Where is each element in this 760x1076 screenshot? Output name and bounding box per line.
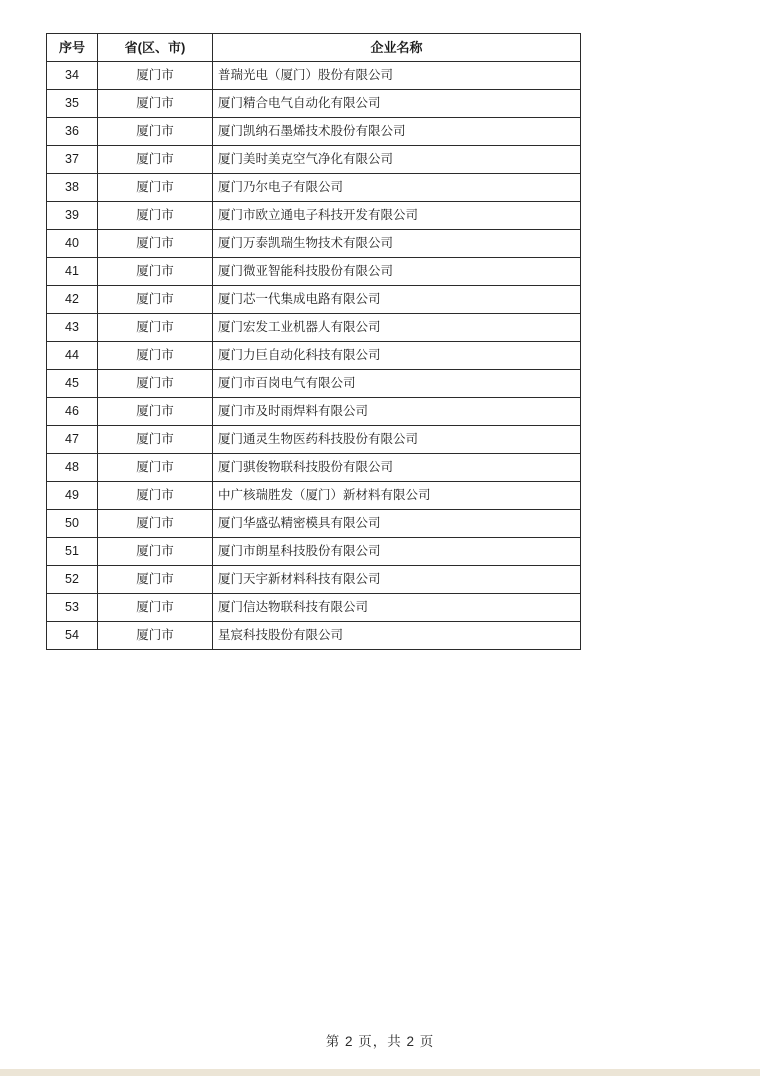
- serial-number-cell: 54: [47, 622, 98, 650]
- province-cell: 厦门市: [98, 258, 213, 286]
- province-cell: 厦门市: [98, 594, 213, 622]
- company-name-cell: 厦门微亚智能科技股份有限公司: [213, 258, 581, 286]
- serial-number-cell: 52: [47, 566, 98, 594]
- province-cell: 厦门市: [98, 426, 213, 454]
- province-cell: 厦门市: [98, 510, 213, 538]
- serial-number-cell: 48: [47, 454, 98, 482]
- serial-number-cell: 53: [47, 594, 98, 622]
- table-row: [47, 90, 581, 118]
- header-province: 省(区、市): [98, 34, 213, 62]
- province-cell: 厦门市: [98, 370, 213, 398]
- company-name-cell: 厦门通灵生物医药科技股份有限公司: [213, 426, 581, 454]
- province-cell: 厦门市: [98, 538, 213, 566]
- company-name-cell: 厦门市百岗电气有限公司: [213, 370, 581, 398]
- serial-number-cell: 36: [47, 118, 98, 146]
- company-name-cell: 厦门芯一代集成电路有限公司: [213, 286, 581, 314]
- province-cell: 厦门市: [98, 314, 213, 342]
- company-name-cell: 厦门力巨自动化科技有限公司: [213, 342, 581, 370]
- table-row: [47, 342, 581, 370]
- serial-number-cell: 51: [47, 538, 98, 566]
- company-name-cell: 厦门市欧立通电子科技开发有限公司: [213, 202, 581, 230]
- window-edge-strip: [0, 1069, 760, 1076]
- serial-number-cell: 45: [47, 370, 98, 398]
- province-cell: 厦门市: [98, 342, 213, 370]
- table-row: [47, 118, 581, 146]
- province-cell: 厦门市: [98, 118, 213, 146]
- serial-number-cell: 42: [47, 286, 98, 314]
- table-row: [47, 426, 581, 454]
- serial-number-cell: 37: [47, 146, 98, 174]
- table-row: [47, 286, 581, 314]
- company-name-cell: 厦门精合电气自动化有限公司: [213, 90, 581, 118]
- serial-number-cell: 49: [47, 482, 98, 510]
- company-list-table: [46, 33, 581, 650]
- company-name-cell: 厦门乃尔电子有限公司: [213, 174, 581, 202]
- province-cell: 厦门市: [98, 146, 213, 174]
- table-row: [47, 622, 581, 650]
- company-name-cell: 厦门宏发工业机器人有限公司: [213, 314, 581, 342]
- company-name-cell: 厦门万泰凯瑞生物技术有限公司: [213, 230, 581, 258]
- table-row: [47, 538, 581, 566]
- province-cell: 厦门市: [98, 230, 213, 258]
- table-row: [47, 594, 581, 622]
- province-cell: 厦门市: [98, 398, 213, 426]
- province-cell: 厦门市: [98, 482, 213, 510]
- table-row: [47, 510, 581, 538]
- province-cell: 厦门市: [98, 62, 213, 90]
- header-row: [47, 34, 581, 62]
- province-cell: 厦门市: [98, 566, 213, 594]
- header-serial-number: 序号: [47, 34, 98, 62]
- province-cell: 厦门市: [98, 286, 213, 314]
- serial-number-cell: 38: [47, 174, 98, 202]
- table-row: [47, 454, 581, 482]
- page-indicator: 第 2 页，共 2 页: [325, 1034, 435, 1049]
- table-row: [47, 482, 581, 510]
- table-row: [47, 230, 581, 258]
- table-row: [47, 314, 581, 342]
- serial-number-cell: 50: [47, 510, 98, 538]
- table-row: [47, 258, 581, 286]
- company-name-cell: 厦门市及时雨焊料有限公司: [213, 398, 581, 426]
- serial-number-cell: 41: [47, 258, 98, 286]
- table-row: [47, 62, 581, 90]
- company-name-cell: 中广核瑞胜发（厦门）新材料有限公司: [213, 482, 581, 510]
- company-name-cell: 厦门天宇新材料科技有限公司: [213, 566, 581, 594]
- serial-number-cell: 47: [47, 426, 98, 454]
- province-cell: 厦门市: [98, 454, 213, 482]
- company-name-cell: 厦门骐俊物联科技股份有限公司: [213, 454, 581, 482]
- province-cell: 厦门市: [98, 202, 213, 230]
- company-name-cell: 厦门华盛弘精密模具有限公司: [213, 510, 581, 538]
- table-row: [47, 398, 581, 426]
- serial-number-cell: 40: [47, 230, 98, 258]
- serial-number-cell: 43: [47, 314, 98, 342]
- company-name-cell: 普瑞光电（厦门）股份有限公司: [213, 62, 581, 90]
- serial-number-cell: 46: [47, 398, 98, 426]
- table-row: [47, 174, 581, 202]
- company-name-cell: 厦门信达物联科技有限公司: [213, 594, 581, 622]
- serial-number-cell: 44: [47, 342, 98, 370]
- company-name-cell: 厦门美时美克空气净化有限公司: [213, 146, 581, 174]
- company-name-cell: 厦门凯纳石墨烯技术股份有限公司: [213, 118, 581, 146]
- province-cell: 厦门市: [98, 174, 213, 202]
- table-body: [47, 62, 581, 650]
- table-row: [47, 370, 581, 398]
- company-name-cell: 厦门市朗星科技股份有限公司: [213, 538, 581, 566]
- table-header: [47, 34, 581, 62]
- table-row: [47, 202, 581, 230]
- serial-number-cell: 35: [47, 90, 98, 118]
- table-row: [47, 146, 581, 174]
- province-cell: 厦门市: [98, 90, 213, 118]
- company-name-cell: 星宸科技股份有限公司: [213, 622, 581, 650]
- serial-number-cell: 39: [47, 202, 98, 230]
- province-cell: 厦门市: [98, 622, 213, 650]
- serial-number-cell: 34: [47, 62, 98, 90]
- header-company-name: 企业名称: [213, 34, 581, 62]
- table-row: [47, 566, 581, 594]
